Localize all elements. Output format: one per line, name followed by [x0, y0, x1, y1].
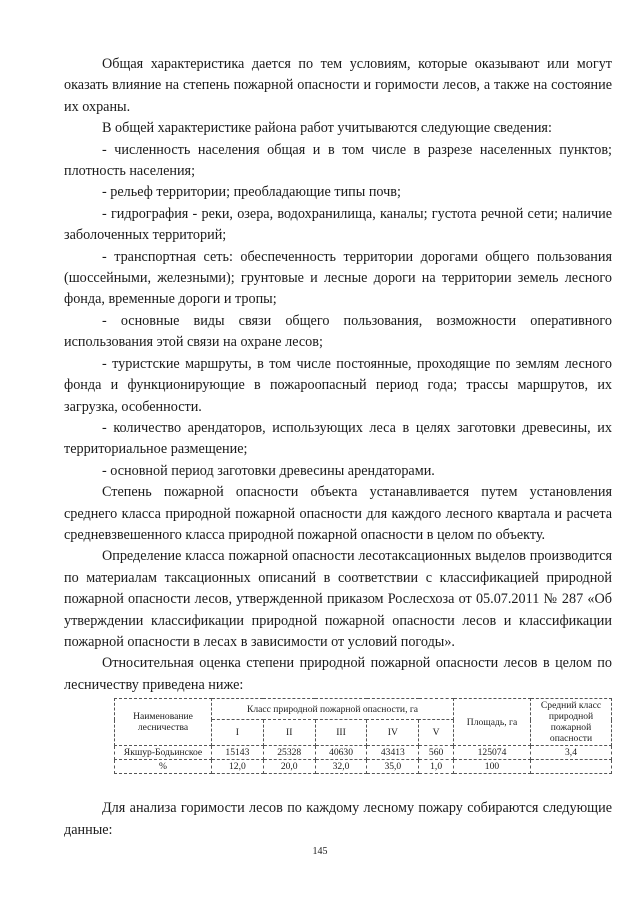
- header-class-2: II: [263, 720, 315, 746]
- list-item: - численность населения общая и в том числе в разрезе населенных пунктов; плотность населения;: [64, 141, 612, 180]
- list-item: - рельеф территории; преобладающие типы почв;: [102, 184, 401, 201]
- cell-value: 43413: [367, 746, 419, 760]
- list-item: - основные виды связи общего пользования, возможности оперативного использования этой связи на охране лесов;: [64, 312, 612, 351]
- list-item: - основной период заготовки древесины арендаторами.: [102, 462, 435, 479]
- cell-area: 100: [454, 760, 531, 774]
- paragraph: Для анализа горимости лесов по каждому лесному пожару собираются следующие данные:: [64, 800, 612, 838]
- header-forestry-name: Наименование лесничества: [115, 699, 212, 746]
- paragraph: Относительная оценка степени природной пожарной опасности лесов в целом по лесничеству приведена ниже:: [64, 655, 612, 693]
- cell-name: %: [115, 760, 212, 774]
- header-area: Площадь, га: [454, 699, 531, 746]
- header-class-4: IV: [367, 720, 419, 746]
- cell-value: 560: [419, 746, 454, 760]
- cell-value: 12,0: [212, 760, 264, 774]
- table-row: [115, 760, 612, 774]
- paragraph: Общая характеристика дается по тем условиям, которые оказывают или могут оказать влияние на степень пожарной опасности и горимости лесов, а также на состояние их охраны.: [64, 56, 612, 115]
- page-number: 145: [312, 846, 328, 857]
- cell-value: 15143: [212, 746, 264, 760]
- fire-class-table-wrap: [114, 698, 612, 774]
- paragraph: Определение класса пожарной опасности лесотаксационных выделов производится по материалам таксационных описаний в соответствии с классификацией природной пожарной опасности лесов, утвержденной приказом Рослесхоза от 05.07.2011 № 287 «Об утверждении классификации природной пожарной опасности лесов и классификации пожарной опасности в лесах в зависимости от условий погоды».: [64, 548, 612, 650]
- cell-area: 125074: [454, 746, 531, 760]
- fire-class-table: [114, 698, 612, 774]
- cell-value: 40630: [315, 746, 367, 760]
- cell-name: Якшур-Бодьинское: [115, 746, 212, 760]
- cell-value: 32,0: [315, 760, 367, 774]
- header-class-5: V: [419, 720, 454, 746]
- list-item: - туристские маршруты, в том числе постоянные, проходящие по землям лесного фонда и функционирующие в пожароопасный период года; трассы маршрутов, их загрузка, особенности.: [64, 355, 612, 415]
- header-average-class: Средний класс природной пожарной опасности: [531, 699, 612, 746]
- header-fire-classes: Класс природной пожарной опасности, га: [212, 699, 454, 720]
- cell-average: [531, 760, 612, 774]
- list-item: - транспортная сеть: обеспеченность территории дорогами общего пользования (шоссейными, железными); грунтовые и лесные дороги на территории земель лесного фонда, временные дороги и тропы;: [64, 248, 612, 308]
- header-class-3: III: [315, 720, 367, 746]
- header-class-1: I: [212, 720, 264, 746]
- table-row: [115, 746, 612, 760]
- list-item: - гидрография - реки, озера, водохранилища, каналы; густота речной сети; наличие заболоченных территорий;: [64, 205, 612, 244]
- cell-value: 25328: [263, 746, 315, 760]
- cell-value: 1,0: [419, 760, 454, 774]
- cell-value: 20,0: [263, 760, 315, 774]
- document-page: [64, 54, 612, 841]
- list-item: - количество арендаторов, использующих леса в целях заготовки древесины, их территориальное размещение;: [64, 419, 612, 458]
- cell-value: 35,0: [367, 760, 419, 774]
- cell-average: 3,4: [531, 746, 612, 760]
- paragraph: В общей характеристике района работ учитываются следующие сведения:: [102, 120, 552, 137]
- paragraph: Степень пожарной опасности объекта устанавливается путем установления среднего класса природной пожарной опасности для каждого лесного квартала и расчета средневзвешенного класса природной пожарной опасности в целом по объекту.: [64, 484, 612, 543]
